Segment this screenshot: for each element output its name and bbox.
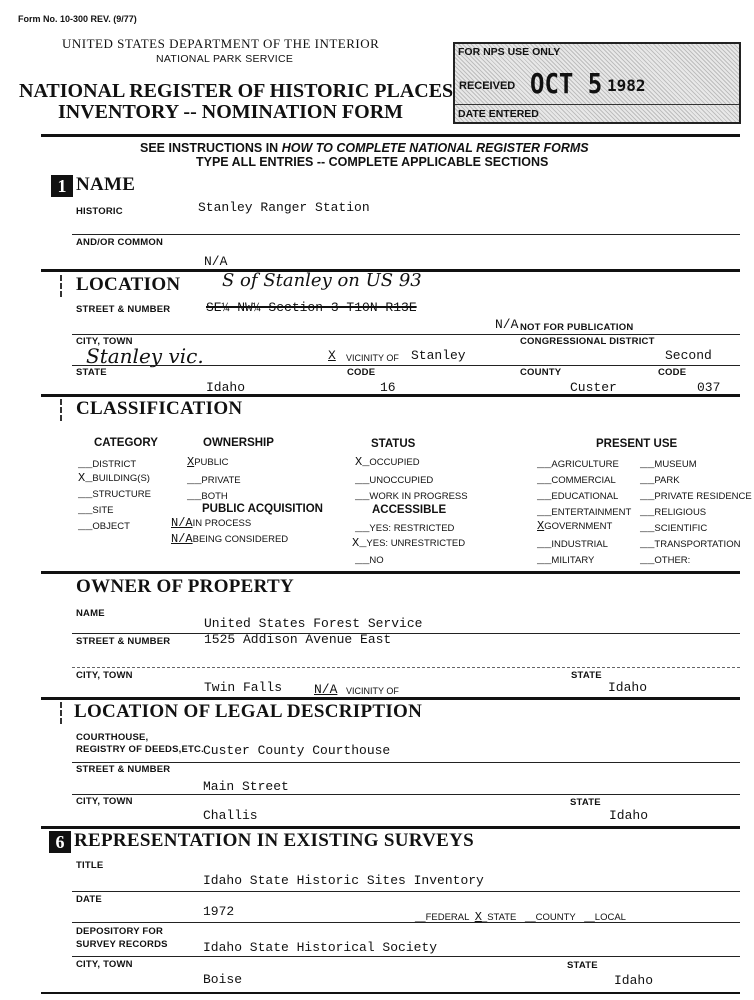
acquisition-being-considered: N/ABEING CONSIDERED	[171, 532, 289, 546]
received-label: RECEIVED	[459, 80, 516, 92]
historic-name-value: Stanley Ranger Station	[198, 200, 370, 215]
not-for-publication-mark: N/A	[495, 317, 519, 332]
date-entered-label: DATE ENTERED	[458, 108, 539, 120]
instructions-line1: SEE INSTRUCTIONS IN HOW TO COMPLETE NATIONAL REGISTER FORMS	[140, 141, 589, 155]
county-code-value: 037	[697, 380, 721, 395]
ownership-private: __PRIVATE	[187, 473, 241, 487]
common-name-label: AND/OR COMMON	[76, 237, 164, 248]
use-scientific: __SCIENTIFIC	[640, 521, 708, 535]
owner-city-value: Twin Falls	[204, 680, 283, 695]
use-commercial: __COMMERCIAL	[537, 473, 616, 487]
survey-date-value: 1972	[203, 904, 235, 919]
legal-street-value: Main Street	[203, 779, 289, 794]
use-industrial: __INDUSTRIAL	[537, 537, 608, 551]
legal-city-label: CITY, TOWN	[76, 796, 133, 807]
use-government: XGOVERNMENT	[537, 519, 613, 533]
category-heading: CATEGORY	[94, 437, 158, 449]
historic-label: HISTORIC	[76, 206, 123, 217]
section-surveys-title: REPRESENTATION IN EXISTING SURVEYS	[74, 830, 475, 851]
county-value: Custer	[570, 380, 617, 395]
city-handwritten-value: Stanley vic.	[86, 344, 204, 368]
state-code-value: 16	[380, 380, 396, 395]
section-number-1: 1	[51, 175, 73, 197]
section-location-title: LOCATION	[76, 274, 181, 295]
courthouse-label-2: REGISTRY OF DEEDS,ETC.	[76, 744, 204, 755]
legal-state-value: Idaho	[609, 808, 649, 823]
survey-city-label: CITY, TOWN	[76, 959, 133, 970]
owner-state-label: STATE	[571, 670, 602, 681]
location-handwritten-note: S of Stanley on US 93	[222, 270, 422, 291]
form-title-line1: NATIONAL REGISTER OF HISTORIC PLACES	[19, 80, 454, 102]
use-entertainment: __ENTERTAINMENT	[537, 505, 632, 519]
category-district: __DISTRICT	[78, 457, 137, 471]
category-object: __OBJECT	[78, 519, 130, 533]
use-religious: __RELIGIOUS	[640, 505, 707, 519]
present-use-heading: PRESENT USE	[596, 438, 678, 450]
ownership-both: __BOTH	[187, 489, 228, 503]
street-number-value: SE¼ NW¼ Section 3 T10N R13E	[206, 300, 417, 315]
accessible-heading: ACCESSIBLE	[372, 504, 447, 516]
use-military: __MILITARY	[537, 553, 595, 567]
survey-state-value: Idaho	[614, 973, 654, 988]
city-town-label: CITY, TOWN	[76, 336, 133, 347]
legal-state-label: STATE	[570, 797, 601, 808]
congressional-district-value: Second	[665, 348, 712, 363]
accessible-no: __NO	[355, 553, 384, 567]
category-buildings: X_BUILDING(S)	[78, 471, 150, 485]
not-for-publication-label: NOT FOR PUBLICATION	[520, 322, 634, 333]
department-name: UNITED STATES DEPARTMENT OF THE INTERIOR	[62, 36, 380, 51]
survey-title-label: TITLE	[76, 860, 104, 871]
state-code-label: CODE	[347, 367, 376, 378]
service-name: NATIONAL PARK SERVICE	[156, 53, 294, 65]
depository-label-2: SURVEY RECORDS	[76, 939, 168, 950]
use-transportation: __TRANSPORTATION	[640, 537, 741, 551]
owner-street-value: 1525 Addison Avenue East	[204, 632, 392, 647]
survey-title-value: Idaho State Historic Sites Inventory	[203, 873, 484, 888]
accessible-unrestricted: X_YES: UNRESTRICTED	[352, 536, 466, 550]
received-year: 1982	[607, 76, 646, 95]
section-number-6: 6	[49, 831, 71, 853]
status-heading: STATUS	[371, 438, 416, 450]
owner-name-value: United States Forest Service	[204, 616, 423, 631]
nps-use-label: FOR NPS USE ONLY	[458, 46, 561, 58]
ownership-public: XPUBLIC	[187, 455, 229, 469]
state-value: Idaho	[206, 380, 246, 395]
depository-label-1: DEPOSITORY FOR	[76, 926, 164, 937]
vicinity-mark: X	[328, 348, 336, 363]
owner-name-label: NAME	[76, 608, 105, 619]
category-site: __SITE	[78, 503, 114, 517]
public-acquisition-heading: PUBLIC ACQUISITION	[202, 503, 323, 515]
owner-state-value: Idaho	[608, 680, 648, 695]
acquisition-in-process: N/AIN PROCESS	[171, 516, 252, 530]
instructions-line2: TYPE ALL ENTRIES -- COMPLETE APPLICABLE SECTIONS	[196, 155, 549, 169]
owner-street-label: STREET & NUMBER	[76, 636, 171, 647]
county-code-label: CODE	[658, 367, 687, 378]
section-legal-title: LOCATION OF LEGAL DESCRIPTION	[74, 701, 423, 722]
owner-vicinity-mark: N/A	[314, 682, 338, 697]
congressional-district-label: CONGRESSIONAL DISTRICT	[520, 336, 655, 347]
use-agriculture: __AGRICULTURE	[537, 457, 619, 471]
survey-date-label: DATE	[76, 894, 102, 905]
county-label: COUNTY	[520, 367, 562, 378]
received-stamp: OCT 5	[530, 67, 603, 101]
common-name-value: N/A	[204, 254, 228, 269]
nps-use-box	[453, 42, 741, 124]
section-owner-title: OWNER OF PROPERTY	[76, 576, 295, 597]
survey-state-label: STATE	[567, 960, 598, 971]
use-educational: __EDUCATIONAL	[537, 489, 619, 503]
status-unoccupied: __UNOCCUPIED	[355, 473, 434, 487]
use-private-residence: __PRIVATE RESIDENCE	[640, 489, 752, 503]
courthouse-value: Custer County Courthouse	[203, 743, 391, 758]
ownership-heading: OWNERSHIP	[203, 437, 274, 449]
state-label: STATE	[76, 367, 107, 378]
form-number: Form No. 10-300 REV. (9/77)	[18, 14, 137, 24]
owner-city-label: CITY, TOWN	[76, 670, 133, 681]
legal-city-value: Challis	[203, 808, 258, 823]
depository-value: Idaho State Historical Society	[203, 940, 438, 955]
survey-city-value: Boise	[203, 972, 243, 987]
survey-level-checkboxes: __FEDERAL X_STATE __COUNTY __LOCAL	[415, 910, 626, 924]
use-museum: __MUSEUM	[640, 457, 697, 471]
section-name-title: NAME	[76, 174, 136, 195]
use-park: __PARK	[640, 473, 680, 487]
vicinity-value: Stanley	[411, 348, 466, 363]
status-work-in-progress: __WORK IN PROGRESS	[355, 489, 468, 503]
street-number-label: STREET & NUMBER	[76, 304, 171, 315]
section-classification-title: CLASSIFICATION	[76, 398, 243, 419]
courthouse-label-1: COURTHOUSE,	[76, 732, 149, 743]
owner-vicinity-label: VICINITY OF	[346, 686, 399, 696]
status-occupied: X_OCCUPIED	[355, 455, 420, 469]
accessible-restricted: __YES: RESTRICTED	[355, 521, 455, 535]
category-structure: __STRUCTURE	[78, 487, 151, 501]
vicinity-label: VICINITY OF	[346, 353, 399, 363]
legal-street-label: STREET & NUMBER	[76, 764, 171, 775]
use-other: __OTHER:	[640, 553, 691, 567]
form-title-line2: INVENTORY -- NOMINATION FORM	[58, 101, 404, 123]
